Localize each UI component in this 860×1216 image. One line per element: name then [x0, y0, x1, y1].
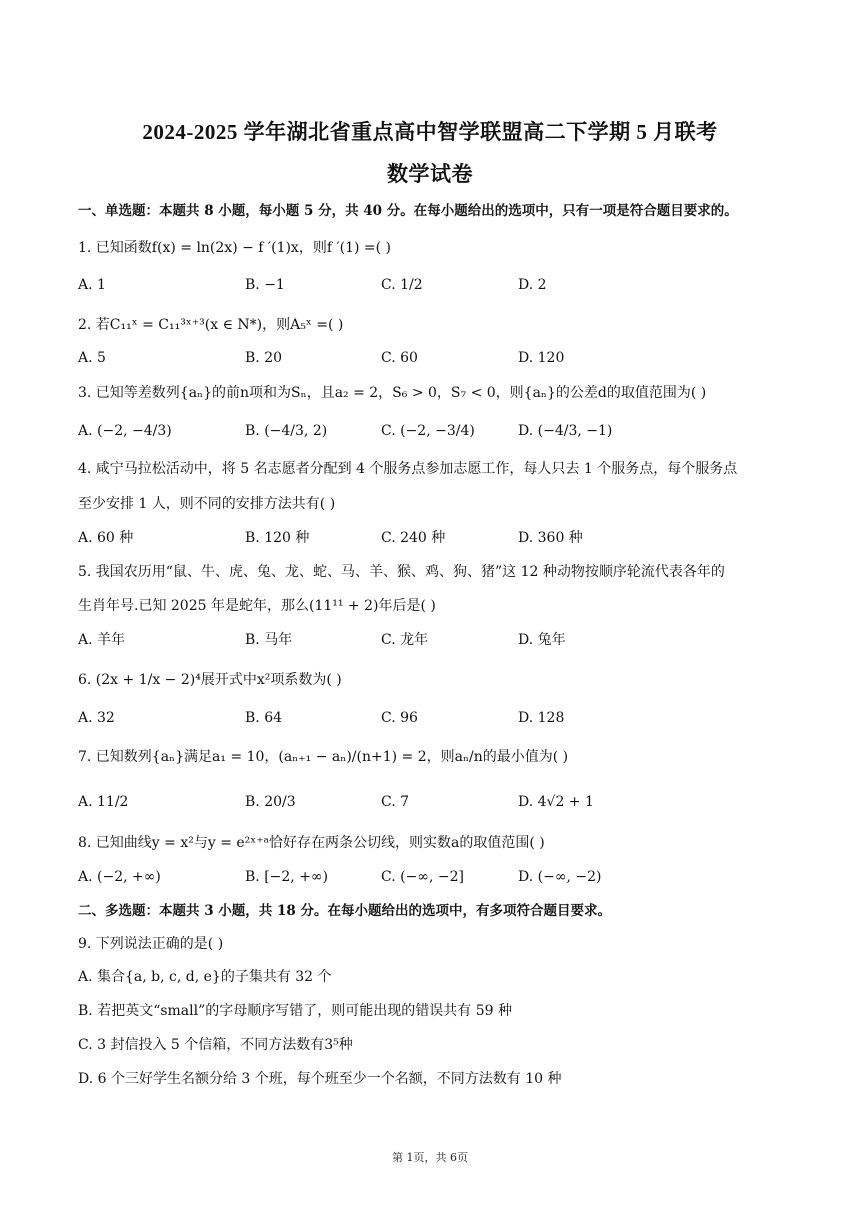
option-d: D. (−∞, −2) [518, 869, 602, 885]
page-footer: 第 1页，共 6页 [392, 1151, 468, 1164]
question-9-option-c: C. 3 封信投入 5 个信箱，不同方法数有3⁵种 [78, 1037, 353, 1053]
question-1-options [78, 274, 788, 296]
question-5-stem-cont: 生肖年号.已知 2025 年是蛇年，那么(11¹¹ + 2)年后是( ) [78, 598, 436, 614]
option-c: C. 96 [381, 710, 418, 726]
exam-subtitle: 数学试卷 [387, 162, 473, 186]
option-a: A. 60 种 [78, 530, 134, 546]
option-a: A. 5 [78, 350, 106, 366]
option-d: D. 120 [518, 350, 565, 366]
option-b: B. 20 [245, 350, 283, 366]
option-b: B. −1 [245, 277, 285, 293]
question-6-stem: 6. (2x + 1/x − 2)⁴展开式中x²项系数为( ) [78, 672, 342, 688]
option-c: C. 龙年 [381, 632, 429, 648]
option-a: A. 32 [78, 710, 115, 726]
question-6-options [78, 707, 788, 729]
option-a: A. 羊年 [78, 632, 126, 648]
option-b: B. 20/3 [245, 794, 296, 810]
option-b: B. (−4/3, 2) [245, 423, 328, 439]
question-9-option-a: A. 集合{a, b, c, d, e}的子集共有 32 个 [78, 969, 332, 985]
question-2-options [78, 347, 788, 369]
option-c: C. (−2, −3/4) [381, 423, 475, 439]
option-d: D. 2 [518, 277, 547, 293]
question-4-options [78, 527, 788, 549]
option-d: D. 4√2 + 1 [518, 794, 594, 810]
question-9-option-d: D. 6 个三好学生名额分给 3 个班，每个班至少一个名额，不同方法数有 10 种 [78, 1071, 562, 1087]
option-b: B. 马年 [245, 632, 293, 648]
section-2-heading: 二、多选题：本题共 3 小题，共 18 分。在每小题给出的选项中，有多项符合题目要求。 [78, 903, 611, 919]
question-2-stem: 2. 若C₁₁ˣ = C₁₁³ˣ⁺³(x ∈ N*)，则A₅ˣ =( ) [78, 317, 344, 333]
option-a: A. 1 [78, 277, 106, 293]
question-9-stem: 9. 下列说法正确的是( ) [78, 936, 224, 952]
question-9-option-b: B. 若把英文“small”的字母顺序写错了，则可能出现的错误共有 59 种 [78, 1003, 512, 1019]
option-c: C. 1/2 [381, 277, 423, 293]
section-1-heading: 一、单选题：本题共 8 小题，每小题 5 分，共 40 分。在每小题给出的选项中，只有一项是符合题目要求的。 [78, 203, 738, 219]
question-4-stem-cont: 至少安排 1 人，则不同的安排方法共有( ) [78, 496, 336, 512]
option-a: A. (−2, −4/3) [78, 423, 172, 439]
question-1-stem: 1. 已知函数f(x) = ln(2x) − f ′(1)x，则f ′(1) =( ) [78, 240, 392, 256]
option-b: B. [−2, +∞) [245, 869, 329, 885]
option-c: C. (−∞, −2] [381, 869, 464, 885]
option-b: B. 120 种 [245, 530, 310, 546]
question-8-stem: 8. 已知曲线y = x²与y = e²ˣ⁺ᵃ恰好存在两条公切线，则实数a的取值范围( ) [78, 835, 545, 851]
question-3-options [78, 420, 788, 442]
exam-title: 2024-2025 学年湖北省重点高中智学联盟高二下学期 5 月联考 [142, 120, 718, 144]
question-5-stem: 5. 我国农历用“鼠、牛、虎、兔、龙、蛇、马、羊、猴、鸡、狗、猪”这 12 种动物按顺序轮流代表各年的 [78, 564, 725, 580]
option-d: D. (−4/3, −1) [518, 423, 613, 439]
option-c: C. 60 [381, 350, 418, 366]
question-7-stem: 7. 已知数列{aₙ}满足a₁ = 10，(aₙ₊₁ − aₙ)/(n+1) = 2，则aₙ/n的最小值为( ) [78, 749, 569, 765]
question-5-options [78, 629, 788, 651]
option-a: A. 11/2 [78, 794, 129, 810]
question-4-stem: 4. 咸宁马拉松活动中，将 5 名志愿者分配到 4 个服务点参加志愿工作，每人只去 1 个服务点，每个服务点 [78, 461, 738, 477]
option-b: B. 64 [245, 710, 283, 726]
option-a: A. (−2, +∞) [78, 869, 161, 885]
question-7-options [78, 791, 788, 813]
question-8-options [78, 866, 788, 888]
option-d: D. 128 [518, 710, 565, 726]
option-c: C. 240 种 [381, 530, 446, 546]
option-d: D. 360 种 [518, 530, 583, 546]
question-3-stem: 3. 已知等差数列{aₙ}的前n项和为Sₙ，且a₂ = 2，S₆ > 0，S₇ < 0，则{aₙ}的公差d的取值范围为( ) [78, 385, 707, 401]
option-c: C. 7 [381, 794, 410, 810]
option-d: D. 兔年 [518, 632, 566, 648]
